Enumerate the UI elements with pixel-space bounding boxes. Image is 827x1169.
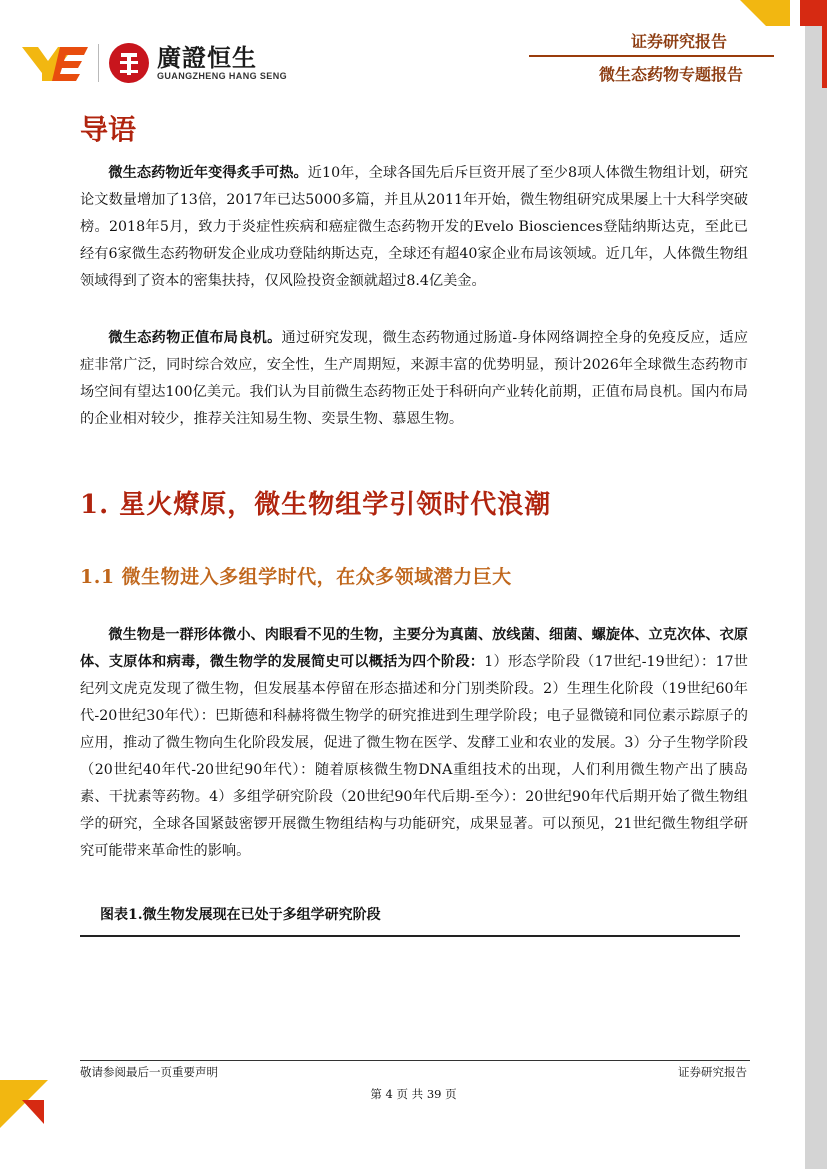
intro-paragraph-2-lead: 微生态药物正值布局良机。 — [108, 330, 282, 346]
report-title: 微生态药物专题报告 — [598, 65, 743, 84]
seal-logo-icon — [109, 43, 149, 83]
figure-rule — [80, 935, 740, 937]
footer-disclaimer: 敬请参阅最后一页重要声明 — [80, 1065, 218, 1079]
intro-paragraph-1 — [80, 160, 748, 295]
top-corner-accent — [740, 0, 790, 26]
figure-caption: 图表1.微生物发展现在已处于多组学研究阶段 — [100, 907, 381, 923]
ye-logo-icon — [22, 43, 90, 83]
report-type-label: 证券研究报告 — [630, 32, 727, 51]
right-margin-bar — [805, 0, 827, 1169]
logo-divider — [98, 44, 99, 82]
intro-paragraph-2-body: 通过研究发现，微生态药物通过肠道-身体网络调控全身的免疫反应，适应症非常广泛，同时综合效应，安全性，生产周期短，来源丰富的优势明显，预计2026年全球微生态药物市场空间有望达100亿美元。我们认为目前微生态药物正处于科研向产业转化前期，正值布局良机。国内布局的企业相对较少，推荐关注知易生物、奕景生物、慕恩生物。 — [80, 330, 748, 427]
right-corner-accent — [800, 0, 827, 88]
header-rule — [529, 55, 774, 57]
intro-heading: 导语 — [80, 113, 137, 146]
logo-chinese-name: 廣證恒生 — [157, 44, 257, 72]
page-number: 第 4 页 共 39 页 — [370, 1087, 457, 1101]
logo-text — [157, 45, 287, 81]
intro-paragraph-1-body: 近10年，全球各国先后斥巨资开展了至少8项人体微生物组计划，研究论文数量增加了13倍，2017年已达5000多篇，并且从2011年开始，微生物组研究成果屡上十大科学突破榜。2018年5月，致力于炎症性疾病和癌症微生态药物开发的Evelo Biosciences登陆纳斯达克，至此已经有6家微生态药物研发企业成功登陆纳斯达克，全球还有超40家企业布局该领域。近几年，人体微生物组领域得到了资本的密集扶持，仅风险投资金额就超过8.4亿美金。 — [80, 165, 748, 289]
footer-rule — [80, 1060, 750, 1061]
section-paragraph-body: 1）形态学阶段（17世纪-19世纪）：17世纪列文虎克发现了微生物，但发展基本停留在形态描述和分门别类阶段。2）生理生化阶段（19世纪60年代-20世纪30年代）：巴斯德和科赫将微生物学的研究推进到生理学阶段；电子显微镜和同位素示踪原子的应用，推动了微生物向生化阶段发展，促进了微生物在医学、发酵工业和农业的发展。3）分子生物学阶段（20世纪40年代-20世纪90年代）：随着原核微生物DNA重组技术的出现，人们利用微生物产出了胰岛素、干扰素等药物。4）多组学研究阶段（20世纪90年代后期-至今）：20世纪90年代后期开始了微生物组学的研究，全球各国紧鼓密锣开展微生物组结构与功能研究，成果显著。可以预见，21世纪微生物组学研究可能带来革命性的影响。 — [80, 654, 748, 859]
subsection-heading: 1.1 微生物进入多组学时代，在众多领域潜力巨大 — [80, 566, 512, 588]
section-heading: 1. 星火燎原，微生物组学引领时代浪潮 — [80, 490, 552, 520]
section-paragraph — [80, 622, 748, 865]
intro-paragraph-2 — [80, 325, 748, 433]
intro-paragraph-1-lead: 微生态药物近年变得炙手可热。 — [108, 165, 308, 181]
section-paragraph-lead: 微生物是一群形体微小、肉眼看不见的生物，主要分为真菌、放线菌、细菌、螺旋体、立克次体、衣原体、支原体和病毒，微生物学的发展简史可以概括为四个阶段： — [80, 627, 748, 670]
footer-report-label: 证券研究报告 — [678, 1065, 747, 1079]
logo-english-name: GUANGZHENG HANG SENG — [157, 71, 288, 81]
company-logo — [22, 40, 287, 86]
report-type — [631, 30, 727, 54]
